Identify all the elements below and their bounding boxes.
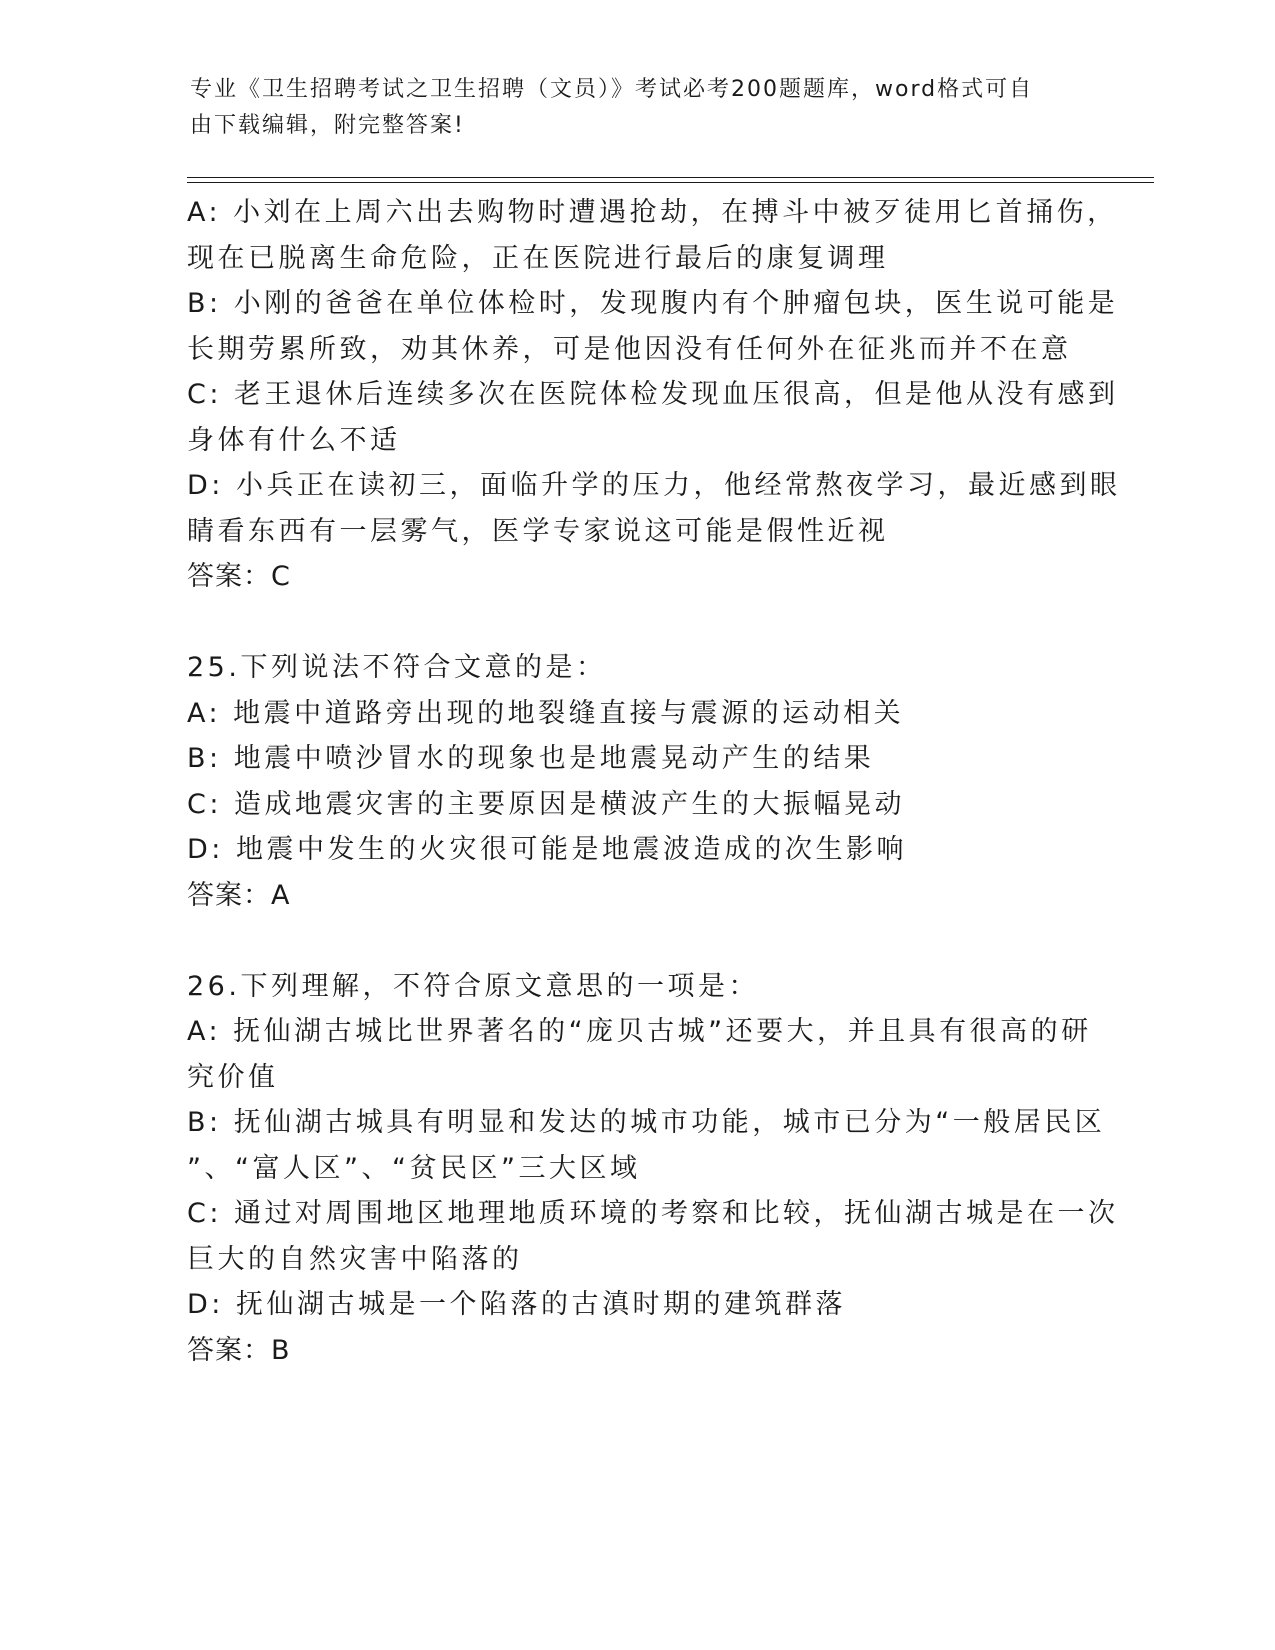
header-line-1: 专业《卫生招聘考试之卫生招聘（文员）》考试必考200题题库，word格式可自 <box>190 77 1034 102</box>
option-a-line-2: 究价值 <box>187 1061 279 1093</box>
option-d: D: 地震中发生的火灾很可能是地震波造成的次生影响 <box>187 834 907 865</box>
option-a-line-2: 现在已脱离生命危险，正在医院进行最后的康复调理 <box>187 242 889 274</box>
header-line-2: 由下载编辑，附完整答案! <box>190 113 465 138</box>
answer-line: 答案：A <box>187 879 291 911</box>
option-a-line-1: A: 抚仙湖古城比世界著名的“庞贝古城”还要大，并且具有很高的研 <box>187 1016 1092 1047</box>
question-text: 25.下列说法不符合文意的是： <box>187 652 607 683</box>
question-text: 26.下列理解，不符合原文意思的一项是： <box>187 970 759 1002</box>
spacer <box>187 918 1087 964</box>
header-divider-top <box>187 177 1154 178</box>
option-c-line-1: C: 通过对周围地区地理地质环境的考察和比较，抚仙湖古城是在一次 <box>187 1198 1119 1229</box>
option-c-line-2: 身体有什么不适 <box>187 424 401 456</box>
option-d-line-2: 睛看东西有一层雾气，医学专家说这可能是假性近视 <box>187 515 889 547</box>
option-a-line-1: A: 小刘在上周六出去购物时遭遇抢劫，在搏斗中被歹徒用匕首捅伤， <box>187 197 1118 228</box>
option-b-line-1: B: 小刚的爸爸在单位体检时，发现腹内有个肿瘤包块，医生说可能是 <box>187 288 1119 319</box>
header-divider-bottom <box>187 182 1154 183</box>
answer-line: 答案：B <box>187 1334 291 1366</box>
option-c-line-2: 巨大的自然灾害中陷落的 <box>187 1243 523 1275</box>
question-25-block <box>187 645 1087 918</box>
document-body <box>187 190 1121 1373</box>
answer-line: 答案：C <box>187 561 291 592</box>
option-b-line-2: ”、“富人区”、“贫民区”三大区域 <box>187 1152 641 1184</box>
option-b: B: 地震中喷沙冒水的现象也是地震晃动产生的结果 <box>187 743 875 774</box>
option-d-line-1: D: 小兵正在读初三，面临升学的压力，他经常熬夜学习，最近感到眼 <box>187 470 1121 501</box>
option-d: D: 抚仙湖古城是一个陷落的古滇时期的建筑群落 <box>187 1289 846 1320</box>
option-b-line-2: 长期劳累所致，劝其休养，可是他因没有任何外在征兆而并不在意 <box>187 333 1072 365</box>
option-b-line-1: B: 抚仙湖古城具有明显和发达的城市功能，城市已分为“一般居民区 <box>187 1107 1106 1138</box>
question-24-block <box>187 190 1121 600</box>
option-c-line-1: C: 老王退休后连续多次在医院体检发现血压很高，但是他从没有感到 <box>187 379 1119 410</box>
option-a: A: 地震中道路旁出现的地裂缝直接与震源的运动相关 <box>187 697 905 729</box>
question-26-block <box>187 964 1119 1374</box>
spacer <box>187 600 1087 646</box>
document-header <box>190 72 1070 144</box>
option-c: C: 造成地震灾害的主要原因是横波产生的大振幅晃动 <box>187 788 906 820</box>
